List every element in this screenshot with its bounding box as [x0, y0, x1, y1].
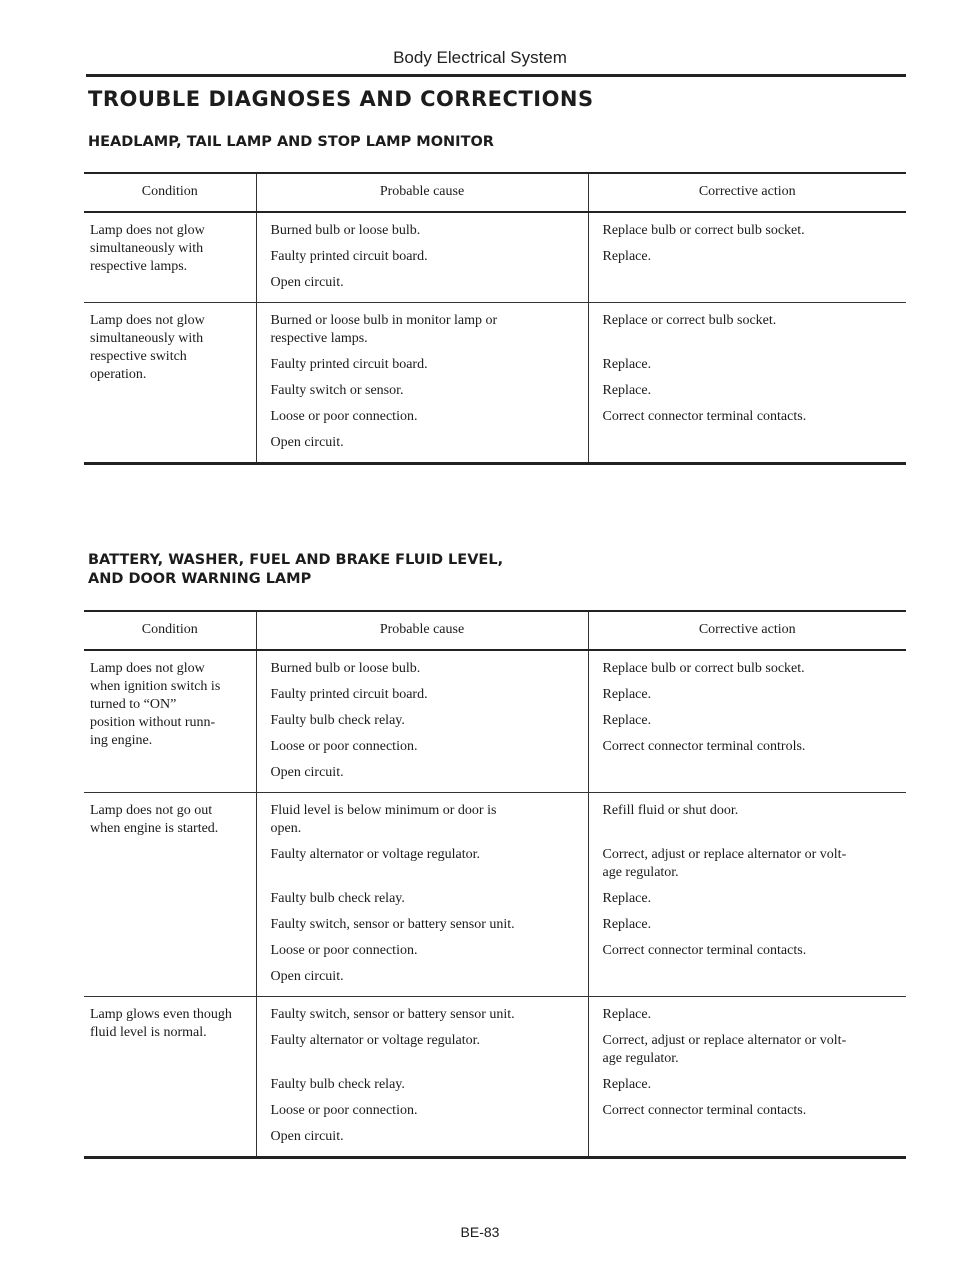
probable-cause-cell — [256, 212, 588, 303]
condition-text: respective switch — [90, 349, 187, 364]
spacer — [603, 764, 897, 782]
condition-text: turned to “ON” — [90, 697, 177, 712]
section-title — [88, 133, 494, 152]
probable-cause-cell — [256, 650, 588, 793]
column-header-condition: Condition — [84, 173, 256, 212]
spacer — [603, 274, 897, 292]
column-header-probable-cause: Probable cause — [256, 611, 588, 650]
corrective-action-text: age regulator. — [602, 865, 679, 880]
corrective-action-text: Replace. — [602, 687, 652, 702]
page-title: TROUBLE DIAGNOSES AND CORRECTIONS — [88, 87, 594, 111]
table-row — [84, 650, 906, 793]
diagnosis-table — [84, 610, 906, 1159]
corrective-action-text: Correct connector terminal contacts. — [602, 943, 807, 958]
condition-cell — [84, 212, 256, 303]
probable-cause-text: Open circuit. — [270, 765, 344, 780]
running-header: Body Electrical System — [393, 48, 567, 67]
table-row — [84, 793, 906, 997]
probable-cause-text: Burned bulb or loose bulb. — [270, 661, 421, 676]
corrective-action-text: Correct connector terminal controls. — [602, 739, 806, 754]
spacer — [603, 820, 897, 838]
condition-text: Lamp does not go out — [90, 803, 213, 818]
header-rule — [86, 74, 906, 77]
corrective-action-text: Replace. — [602, 1077, 652, 1092]
probable-cause-text: Faulty switch or sensor. — [270, 383, 404, 398]
condition-cell — [84, 303, 256, 464]
probable-cause-text: Faulty switch, sensor or battery sensor unit. — [270, 917, 515, 932]
probable-cause-cell — [256, 793, 588, 997]
corrective-action-cell — [588, 303, 906, 464]
corrective-action-text: age regulator. — [602, 1051, 679, 1066]
corrective-action-text: Replace. — [602, 357, 652, 372]
page-number: BE-83 — [460, 1224, 500, 1240]
column-header-condition: Condition — [84, 611, 256, 650]
probable-cause-text: Open circuit. — [270, 1129, 344, 1144]
corrective-action-text: Refill fluid or shut door. — [602, 803, 739, 818]
diagnosis-table — [84, 172, 906, 465]
probable-cause-text: respective lamps. — [270, 331, 368, 346]
condition-text: ing engine. — [90, 733, 153, 748]
table-body — [84, 650, 906, 1158]
probable-cause-text: Loose or poor connection. — [270, 943, 418, 958]
table-body — [84, 212, 906, 464]
column-header-corrective-action: Corrective action — [588, 173, 906, 212]
probable-cause-text: Loose or poor connection. — [270, 409, 418, 424]
table-row — [84, 212, 906, 303]
probable-cause-text: Faulty bulb check relay. — [270, 713, 405, 728]
condition-cell — [84, 793, 256, 997]
corrective-action-text: Correct, adjust or replace alternator or volt- — [602, 1033, 847, 1048]
section-title-line: HEADLAMP, TAIL LAMP AND STOP LAMP MONITOR — [88, 134, 494, 150]
probable-cause-text: Burned bulb or loose bulb. — [270, 223, 421, 238]
condition-text: simultaneously with — [90, 241, 204, 256]
corrective-action-text: Replace. — [602, 917, 652, 932]
spacer — [271, 864, 578, 882]
condition-text: Lamp does not glow — [90, 313, 205, 328]
probable-cause-text: open. — [270, 821, 302, 836]
condition-cell — [84, 997, 256, 1158]
probable-cause-text: Faulty printed circuit board. — [270, 357, 428, 372]
probable-cause-text: Open circuit. — [270, 275, 344, 290]
condition-text: Lamp does not glow — [90, 223, 205, 238]
probable-cause-text: Loose or poor connection. — [270, 1103, 418, 1118]
corrective-action-cell — [588, 650, 906, 793]
probable-cause-text: Burned or loose bulb in monitor lamp or — [270, 313, 498, 328]
corrective-action-text: Replace. — [602, 249, 652, 264]
probable-cause-text: Faulty alternator or voltage regulator. — [270, 1033, 481, 1048]
column-header-probable-cause: Probable cause — [256, 173, 588, 212]
corrective-action-text: Replace. — [602, 891, 652, 906]
probable-cause-text: Faulty switch, sensor or battery sensor unit. — [270, 1007, 515, 1022]
table-row — [84, 997, 906, 1158]
condition-text: when engine is started. — [90, 821, 219, 836]
condition-text: Lamp glows even though — [90, 1007, 232, 1022]
probable-cause-cell — [256, 303, 588, 464]
condition-text: Lamp does not glow — [90, 661, 205, 676]
condition-text: fluid level is normal. — [90, 1025, 207, 1040]
spacer — [271, 1050, 578, 1068]
corrective-action-text: Replace. — [602, 383, 652, 398]
probable-cause-text: Faulty bulb check relay. — [270, 1077, 405, 1092]
section-title — [88, 551, 503, 589]
corrective-action-text: Replace. — [602, 1007, 652, 1022]
section-title-line: BATTERY, WASHER, FUEL AND BRAKE FLUID LEVEL, — [88, 552, 504, 568]
corrective-action-text: Correct connector terminal contacts. — [602, 409, 807, 424]
spacer — [603, 1128, 897, 1146]
condition-text: respective lamps. — [90, 259, 188, 274]
section-title-line: AND DOOR WARNING LAMP — [88, 571, 312, 587]
spacer — [603, 968, 897, 986]
probable-cause-text: Faulty printed circuit board. — [270, 687, 428, 702]
probable-cause-cell — [256, 997, 588, 1158]
probable-cause-text: Fluid level is below minimum or door is — [270, 803, 497, 818]
column-header-corrective-action: Corrective action — [588, 611, 906, 650]
probable-cause-text: Open circuit. — [270, 435, 344, 450]
table-row — [84, 303, 906, 464]
corrective-action-text: Correct, adjust or replace alternator or volt- — [602, 847, 847, 862]
probable-cause-text: Open circuit. — [270, 969, 344, 984]
corrective-action-text: Replace bulb or correct bulb socket. — [602, 661, 805, 676]
condition-text: position without runn- — [90, 715, 216, 730]
corrective-action-text: Replace. — [602, 713, 652, 728]
probable-cause-text: Faulty bulb check relay. — [270, 891, 405, 906]
corrective-action-text: Replace or correct bulb socket. — [602, 313, 777, 328]
condition-cell — [84, 650, 256, 793]
probable-cause-text: Loose or poor connection. — [270, 739, 418, 754]
corrective-action-cell — [588, 997, 906, 1158]
probable-cause-text: Faulty alternator or voltage regulator. — [270, 847, 481, 862]
corrective-action-text: Replace bulb or correct bulb socket. — [602, 223, 805, 238]
probable-cause-text: Faulty printed circuit board. — [270, 249, 428, 264]
spacer — [603, 434, 897, 452]
corrective-action-text: Correct connector terminal contacts. — [602, 1103, 807, 1118]
spacer — [603, 330, 897, 348]
condition-text: operation. — [90, 367, 147, 382]
condition-text: when ignition switch is — [90, 679, 221, 694]
condition-text: simultaneously with — [90, 331, 204, 346]
corrective-action-cell — [588, 212, 906, 303]
corrective-action-cell — [588, 793, 906, 997]
